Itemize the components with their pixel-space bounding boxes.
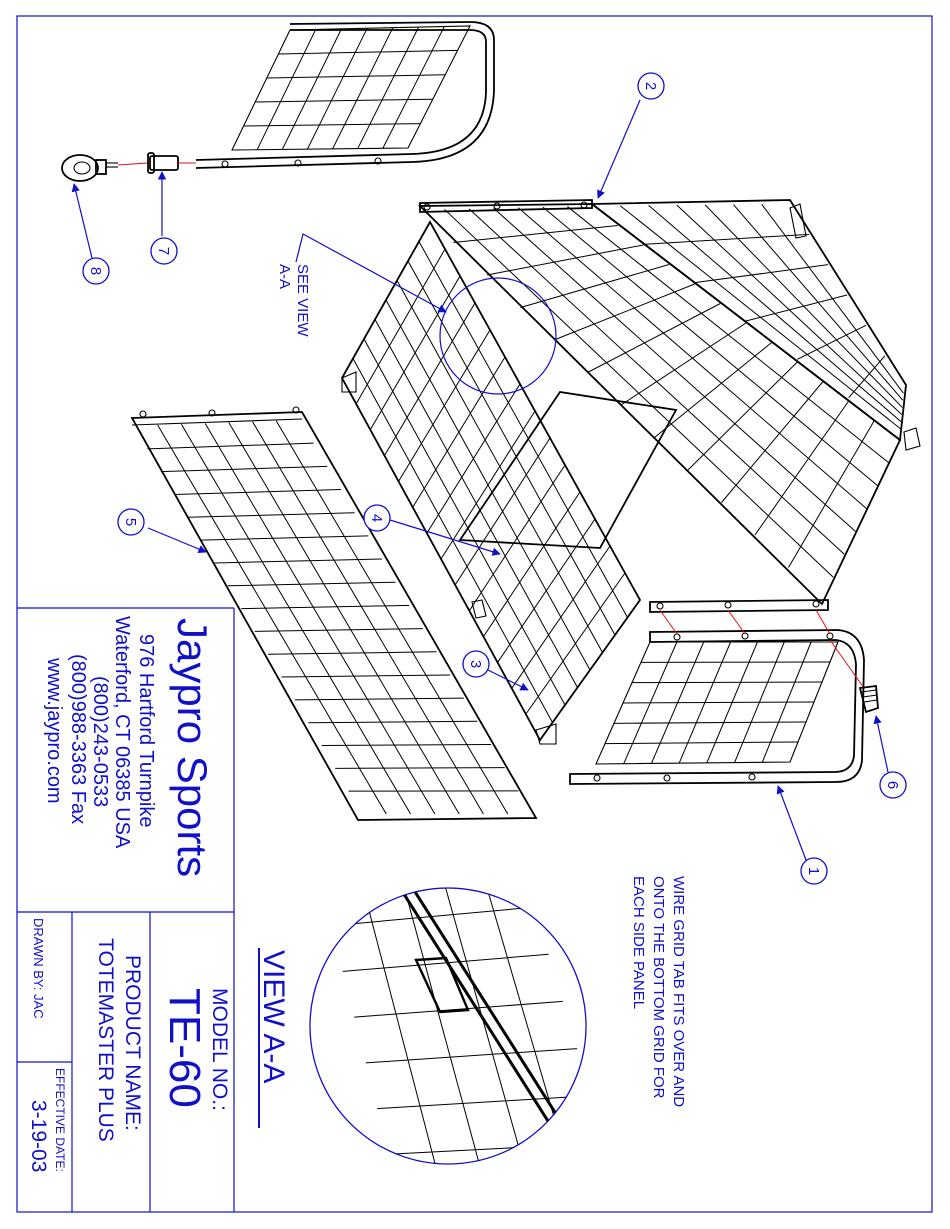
grid-wire	[623, 702, 814, 703]
grid-wire	[308, 721, 477, 722]
grid-wire	[282, 29, 341, 150]
balloon-5-label: 5	[122, 517, 139, 527]
part-8-caster	[62, 155, 118, 181]
part-1-end-panel	[570, 630, 864, 784]
grid-wire	[201, 536, 368, 540]
grid-wire	[188, 513, 355, 518]
grid-wire	[605, 742, 798, 744]
grid-wire	[333, 28, 393, 149]
model-value: TE-60	[160, 988, 209, 1108]
grid-wire	[257, 29, 316, 149]
grid-wire	[554, 284, 695, 340]
grid-wire	[241, 605, 409, 608]
grid-wire	[789, 421, 875, 568]
grid-wire	[358, 27, 419, 148]
fax-number: (800)988-3363 Fax	[67, 654, 89, 825]
grid-wire	[147, 443, 313, 449]
phone-number: (800)243-0533	[89, 676, 111, 808]
grid-wire	[688, 362, 797, 470]
grid-wire	[498, 519, 595, 662]
grid-wire	[295, 698, 464, 700]
drawn-by: DRAWN BY: JAC	[31, 918, 46, 1019]
grid-wire	[483, 492, 580, 637]
product-label: PRODUCT NAME:	[121, 955, 144, 1131]
grid-wire	[356, 249, 445, 404]
grid-wire	[441, 411, 535, 559]
grid-wire	[268, 652, 436, 654]
grid-wire	[655, 343, 772, 438]
product-value: TOTEMASTER PLUS	[94, 938, 117, 1142]
note-line3: EACH SIDE PANEL	[630, 876, 647, 1010]
grid-wire	[335, 768, 505, 769]
grid-wire	[454, 226, 618, 243]
detail-note	[630, 876, 687, 1107]
grid-wire	[614, 722, 806, 723]
grid-wire	[722, 382, 824, 503]
website: www.jaypro.com	[43, 658, 65, 804]
grid-wire	[427, 384, 520, 533]
balloon-2-label: 2	[642, 81, 659, 91]
effective-date-label: EFFECTIVE DATE:	[53, 1068, 67, 1172]
note-line2: ONTO THE BOTTOM GRID FOR	[650, 876, 667, 1099]
grid-wire	[370, 276, 460, 430]
title-block	[17, 608, 234, 1212]
balloon-8-label: 8	[87, 266, 104, 276]
grid-wire	[512, 546, 610, 688]
part-7-pin	[148, 153, 178, 173]
grid-wire	[621, 323, 746, 405]
grid-wire	[383, 27, 444, 149]
grid-wire	[307, 28, 367, 149]
grid-wire	[695, 265, 828, 283]
grid-wire	[643, 234, 809, 244]
grid-wire	[214, 559, 381, 563]
note-line1: WIRE GRID TAB FITS OVER AND	[670, 876, 687, 1108]
company-name: Jaypro Sports	[169, 618, 216, 878]
grid-wire	[632, 682, 822, 683]
view-title	[257, 948, 290, 1128]
view-title-text: VIEW A-A	[257, 950, 290, 1084]
grid-wire	[487, 245, 643, 275]
balloon-1-label: 1	[805, 866, 822, 876]
grid-wire	[526, 573, 625, 714]
balloon-7-label: 7	[155, 246, 172, 256]
balloon-3-label: 3	[467, 659, 484, 669]
model-label: MODEL NO.:	[208, 988, 231, 1111]
address-line1: 976 Hartford Turnpike	[135, 634, 157, 828]
grid-wire	[161, 466, 327, 471]
address-line2: Waterford, CT 06385 USA	[111, 616, 133, 849]
see-view-line1: SEE VIEW	[294, 264, 311, 337]
grid-wire	[174, 490, 341, 495]
grid-wire	[455, 438, 550, 585]
balloon-6-label: 6	[884, 780, 901, 790]
grid-wire	[253, 422, 484, 814]
effective-date-value: 3-19-03	[27, 1100, 50, 1173]
grid-wire	[797, 325, 866, 359]
detail-circle-marker	[440, 278, 556, 394]
grid-wire	[282, 675, 451, 677]
grid-wire	[255, 629, 423, 632]
grid-wire	[469, 465, 565, 611]
grid-wire	[849, 356, 885, 398]
see-view-label	[276, 264, 311, 337]
main-cart-body	[342, 200, 920, 744]
see-view-line2: A-A	[276, 264, 293, 290]
grid-wire	[384, 303, 475, 456]
balloon-4-label: 4	[368, 513, 385, 523]
grid-wire	[228, 582, 396, 586]
top-end-panel	[196, 22, 494, 168]
grid-wire	[205, 423, 435, 814]
view-a-a-detail	[310, 864, 606, 1198]
grid-wire	[521, 265, 670, 308]
grid-wire	[399, 330, 490, 481]
grid-wire	[322, 744, 491, 745]
grid-wire	[229, 423, 459, 814]
